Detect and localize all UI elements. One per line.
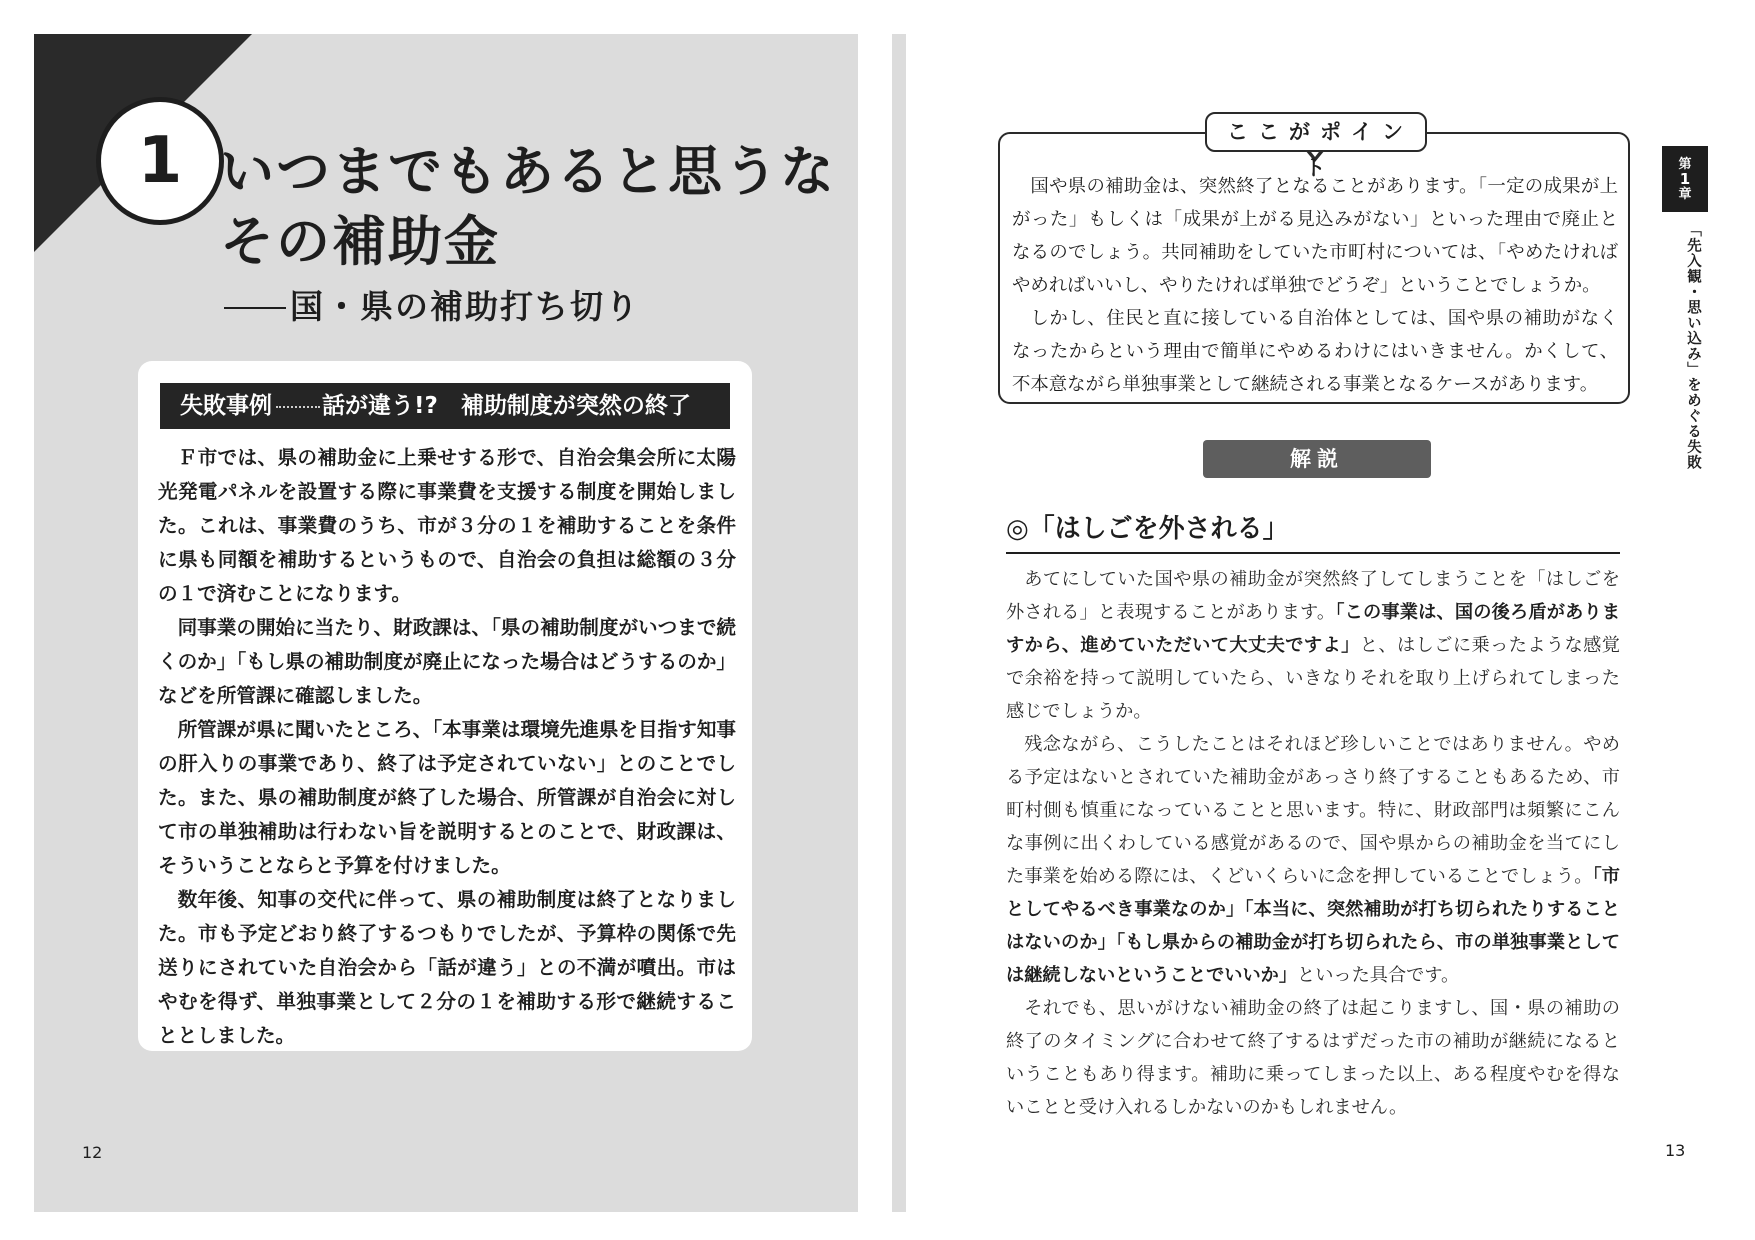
body-emphasis: 「市としてやるべき事業なのか」「本当に、突然補助が打ち切られたりすることはないのか」「もし県からの補助金が打ち切られたら、市の単独事業としては継続しないということでいいか」 [1006, 866, 1620, 986]
chapter-prefix: 第 [1678, 156, 1692, 172]
subtitle-dash [224, 307, 286, 309]
key-point-paragraph: しかし、住民と直に接している自治体としては、国や県の補助がなくなったからという理由で簡単にやめるわけにはいきません。かくして、不本意ながら単独事業として継続される事業となるケースがあります。 [1012, 308, 1618, 395]
body-text: と、はしごに乗ったような感覚で余裕を持って説明していたら、いきなりそれを取り上げられてしまった感じでしょうか。 [1006, 635, 1620, 722]
case-study-body [158, 441, 736, 1053]
left-page [34, 34, 858, 1212]
body-emphasis: 「この事業は、国の後ろ盾がありますから、進めていただいて大丈夫ですよ」 [1006, 602, 1621, 656]
page-title-line2: その補助金 [220, 210, 500, 273]
chapter-suffix: 章 [1678, 186, 1692, 202]
body-paragraph: それでも、思いがけない補助金の終了は起こりますし、国・県の補助の終了のタイミングに合わせて終了するはずだった市の補助が継続になるということもあり得ます。補助に乗ってしまった以上、ある程度やむを得ないことと受け入れるしかないのかもしれません。 [1006, 998, 1620, 1118]
key-point-paragraph: 国や県の補助金は、突然終了となることがあります。「一定の成果が上がった」もしくは「成果が上がる見込みがない」といった理由で廃止となるのでしょう。共同補助をしていた市町村については、「やめたければやめればいいし、やりたければ単独でどうぞ」ということでしょうか。 [1012, 176, 1618, 296]
case-paragraph: 所管課が県に聞いたところ、「本事業は環境先進県を目指す知事の肝入りの事業であり、終了は予定されていない」とのことでした。また、県の補助制度が終了した場合、所管課が自治会に対して市の単独補助は行わない旨を説明するとのことで、財政課は、そういうことならと予算を付けました。 [158, 718, 737, 877]
case-study-header [160, 383, 730, 429]
chapter-title: 「先入観・思い込み」をめぐる失敗 [1685, 222, 1701, 470]
page-number-right: 13 [1665, 1141, 1686, 1160]
case-paragraph: Ｆ市では、県の補助金に上乗せする形で、自治会集会所に太陽光発電パネルを設置する際に事業費を支援する制度を開始しました。これは、事業費のうち、市が３分の１を補助することを条件に県も同額を補助するというもので、自治会の負担は総額の３分の１で済むことになります。 [158, 446, 736, 605]
page-number-left: 12 [82, 1143, 103, 1162]
body-text: 残念ながら、こうしたことはそれほど珍しいことではありません。やめる予定はないとされていた補助金があっさり終了することもあるため、市町村側も慎重になっていることと思います。特に、財政部門は頻繁にこんな事例に出くわしている感覚があるので、国や県からの補助金を当てにした事業を始める際には、くどいくらいに念を押していることでしょう。 [1006, 734, 1620, 887]
case-paragraph: 数年後、知事の交代に伴って、県の補助制度は終了となりました。市も予定どおり終了するつもりでしたが、予算枠の関係で先送りにされていた自治会から「話が違う」との不満が噴出。市はやむを得ず、単独事業として２分の１を補助する形で継続することとしました。 [158, 888, 736, 1047]
dotted-leader [276, 406, 320, 408]
explanation-label: 解説 [1203, 440, 1431, 478]
body-text: といった具合です。 [1297, 965, 1460, 986]
section-heading-rule [1006, 552, 1620, 554]
key-point-label: ここがポイント [1205, 112, 1427, 152]
explanation-body [1006, 563, 1620, 1124]
case-study-label: 失敗事例 [180, 393, 272, 419]
body-paragraph [1006, 563, 1620, 728]
key-point-body [1012, 170, 1618, 401]
chapter-number: 1 [1679, 169, 1691, 188]
case-paragraph: 同事業の開始に当たり、財政課は、「県の補助制度がいつまで続くのか」「もし県の補助制度が廃止になった場合はどうするのか」などを所管課に確認しました。 [158, 616, 737, 707]
body-text: あてにしていた国や県の補助金が突然終了してしまうことを「はしごを外される」と表現することがあります。 [1006, 569, 1620, 623]
page-gutter [892, 34, 906, 1212]
page-subtitle: 国・県の補助打ち切り [290, 287, 640, 326]
chapter-tab [1662, 146, 1708, 212]
section-number-badge: 1 [96, 97, 224, 225]
page-title-line1: いつまでもあると思うな [220, 140, 836, 203]
section-heading: ◎「はしごを外される」 [1006, 514, 1289, 544]
case-study-box [138, 361, 752, 1051]
case-study-heading: 話が違う!? 補助制度が突然の終了 [322, 393, 691, 419]
body-paragraph [1006, 728, 1620, 992]
